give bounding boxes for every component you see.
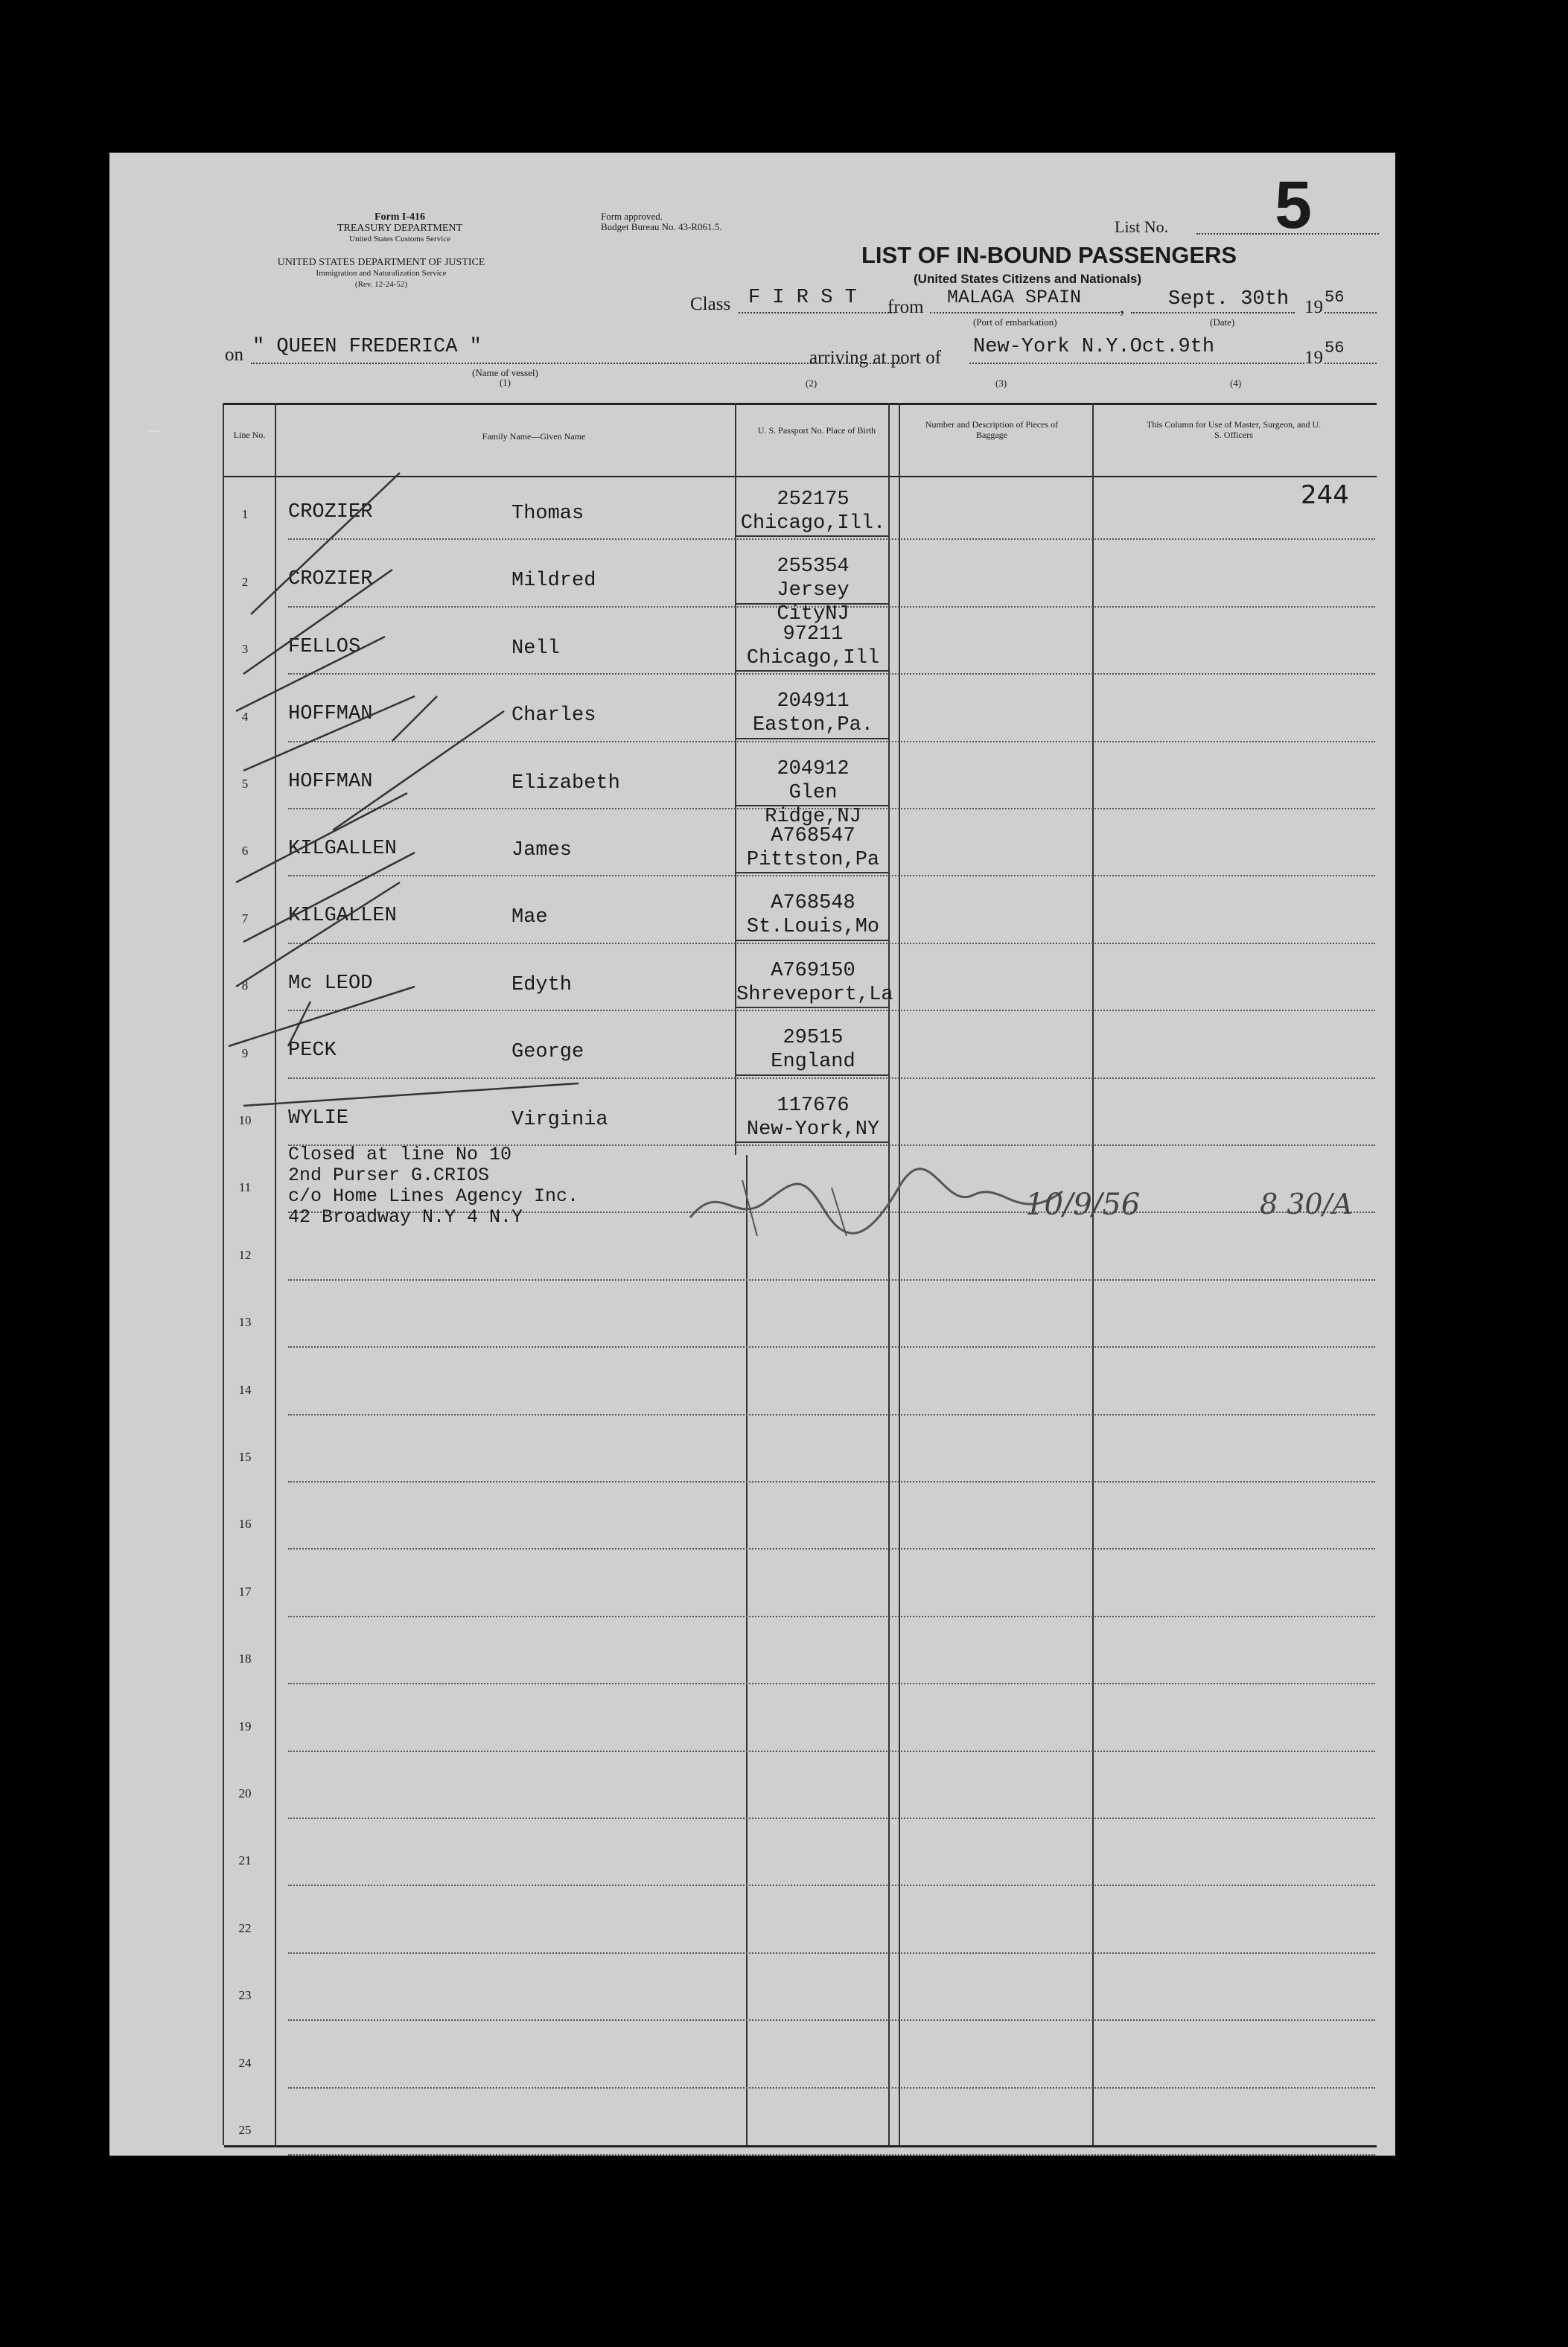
- passport-number: 204911: [777, 690, 850, 713]
- line-number: 25: [238, 2123, 252, 2137]
- passport-cell: [736, 891, 890, 939]
- closing-line-4: 42 Broadway N.Y 4 N.Y: [288, 1206, 523, 1228]
- line-number: 22: [238, 1920, 252, 1935]
- row-divider: [288, 1548, 1375, 1550]
- given-name: Virginia: [511, 1108, 608, 1131]
- family-name: Mc LEOD: [288, 972, 373, 995]
- passport-number: A768548: [771, 892, 855, 915]
- line-number: 19: [238, 1719, 252, 1733]
- list-no-value: 5: [1275, 168, 1313, 243]
- check-marks: [221, 465, 593, 1322]
- officer-note: 244: [1301, 480, 1349, 510]
- line-number: 24: [238, 2055, 252, 2070]
- year2-dots: [1325, 363, 1377, 364]
- form-title: LIST OF IN-BOUND PASSENGERS: [861, 242, 1237, 268]
- arriving-value: New-York N.Y.Oct.9th: [973, 336, 1215, 358]
- col-caption-3: (3): [995, 378, 1007, 389]
- line-number: 12: [238, 1247, 252, 1262]
- table-bottom-border: [224, 2145, 1377, 2147]
- row-divider: [288, 2154, 1375, 2156]
- vessel-caption-block: [472, 368, 538, 387]
- col-caption-4: (4): [1230, 378, 1242, 389]
- family-name: FELLOS: [288, 635, 361, 658]
- closing-line-3: c/o Home Lines Agency Inc.: [288, 1185, 579, 1207]
- line-number: 18: [238, 1652, 252, 1666]
- family-name: CROZIER: [288, 568, 373, 591]
- family-name: WYLIE: [288, 1106, 349, 1130]
- given-name: James: [511, 839, 573, 862]
- passport-number: 29515: [783, 1027, 844, 1050]
- given-name: Elizabeth: [511, 771, 620, 794]
- col-header-name: Family Name—Given Name: [482, 431, 586, 442]
- signature-time: 8 30/A: [1260, 1188, 1353, 1220]
- class-label: Class: [690, 294, 731, 314]
- treasury-dept: TREASURY DEPARTMENT: [337, 223, 463, 234]
- given-name: Thomas: [511, 503, 584, 525]
- line-number: 16: [238, 1517, 252, 1532]
- line-number: 15: [238, 1450, 252, 1464]
- line-number: 14: [238, 1382, 252, 1397]
- family-name: HOFFMAN: [288, 770, 373, 793]
- customs-service: United States Customs Service: [349, 235, 450, 243]
- closing-line-2: 2nd Purser G.CRIOS: [288, 1165, 490, 1186]
- passport-underline: [736, 805, 888, 806]
- passport-cell: [736, 959, 893, 1007]
- margin-mark: –: [149, 417, 160, 442]
- passport-underline: [736, 1141, 888, 1143]
- passport-underline: [736, 940, 888, 941]
- embark-caption: (Port of embarkation): [973, 316, 1057, 328]
- passport-cell: [736, 622, 890, 670]
- budget-bureau: Budget Bureau No. 43-R061.5.: [601, 221, 722, 232]
- table-top-border: [224, 403, 1377, 405]
- line-number: 6: [241, 844, 249, 859]
- approval-block: [601, 211, 721, 232]
- row-divider: [288, 2087, 1375, 2089]
- place-of-birth: Chicago,Ill: [746, 646, 880, 669]
- baggage-col-divider: [1092, 403, 1094, 2145]
- line-number: 7: [241, 911, 249, 926]
- justice-dept: UNITED STATES DEPARTMENT OF JUSTICE: [277, 257, 485, 268]
- col-header-officers: This Column for Use of Master, Surgeon, and U. S. Officers: [1146, 419, 1322, 440]
- date-caption: (Date): [1210, 316, 1235, 328]
- form-approved: Form approved.: [601, 211, 663, 222]
- passport-underline: [736, 1007, 888, 1008]
- row-divider: [288, 2019, 1375, 2021]
- year2-prefix: 19: [1304, 348, 1323, 368]
- row-divider: [288, 1481, 1375, 1483]
- ins-service: Immigration and Naturalization Service: [316, 269, 447, 278]
- passport-cell: [736, 1094, 890, 1141]
- line-number: 11: [238, 1180, 252, 1195]
- line-number: 3: [241, 642, 249, 657]
- line-number: 23: [238, 1988, 252, 2003]
- passport-number: 117676: [777, 1094, 850, 1117]
- given-name: Edyth: [511, 973, 573, 996]
- passport-underline: [736, 738, 888, 739]
- row-divider: [288, 1616, 1375, 1617]
- passport-col-divider-2: [899, 403, 900, 2145]
- year2-suffix: 56: [1325, 339, 1345, 357]
- date-value: Sept. 30th: [1168, 288, 1290, 311]
- passport-underline: [736, 603, 888, 605]
- place-of-birth: New-York,NY: [746, 1118, 880, 1141]
- line-number: 4: [241, 709, 249, 724]
- signature-date: 10/9/56: [1025, 1188, 1141, 1222]
- passport-cell: [736, 757, 890, 829]
- arriving-label: arriving at port of: [809, 348, 942, 368]
- form-page: [109, 153, 1395, 2156]
- line-number: 13: [238, 1315, 252, 1330]
- line-number: 1: [241, 507, 249, 522]
- row-divider: [288, 1683, 1375, 1684]
- place-of-birth: St.Louis,Mo: [746, 916, 880, 939]
- justice-block: [221, 257, 541, 290]
- form-subtitle: (United States Citizens and Nationals): [914, 272, 1142, 286]
- year1-suffix: 56: [1325, 288, 1345, 307]
- line-number: 9: [241, 1045, 249, 1060]
- passport-number: A769150: [771, 959, 855, 982]
- passport-underline: [736, 670, 888, 672]
- passport-cell: [736, 1026, 890, 1074]
- given-name: Mae: [511, 906, 548, 929]
- list-no-label: List No.: [1115, 217, 1169, 236]
- name-col-divider-lower: [746, 1155, 748, 2145]
- vessel-name: " QUEEN FREDERICA ": [252, 336, 482, 358]
- family-name: CROZIER: [288, 501, 373, 523]
- passport-cell: [736, 488, 890, 535]
- place-of-birth: Glen Ridge,NJ: [765, 781, 861, 828]
- given-name: Mildred: [511, 570, 596, 593]
- passport-cell: [736, 555, 890, 626]
- arriving-dots: [969, 363, 1304, 364]
- given-name: Charles: [511, 704, 596, 727]
- line-number: 8: [241, 978, 249, 993]
- passport-number: 252175: [777, 488, 850, 511]
- class-dots: [739, 312, 895, 313]
- place-of-birth: Chicago,Ill.: [740, 512, 886, 535]
- line-number: 21: [238, 1853, 252, 1868]
- row-divider: [288, 1414, 1375, 1415]
- row-divider: [288, 1952, 1375, 1954]
- on-label: on: [225, 345, 243, 365]
- year1-dots: [1325, 312, 1377, 313]
- line-number: 17: [238, 1584, 252, 1599]
- passport-underline: [736, 872, 888, 873]
- place-of-birth: Easton,Pa.: [752, 714, 874, 737]
- passport-cell: [736, 824, 890, 872]
- col-caption-1: (1): [499, 377, 511, 388]
- family-name: PECK: [288, 1039, 337, 1063]
- class-value: F I R S T: [748, 287, 857, 309]
- family-name: KILGALLEN: [288, 905, 397, 928]
- comma-1: ,: [1120, 297, 1125, 317]
- form-number: Form I-416: [374, 211, 426, 223]
- form-header-block: [303, 211, 497, 245]
- line-number: 5: [241, 777, 249, 791]
- place-of-birth: Shreveport,La: [736, 983, 893, 1006]
- passport-cell: [736, 690, 890, 737]
- year1-prefix: 19: [1304, 297, 1323, 317]
- closing-line-1: Closed at line No 10: [288, 1144, 512, 1165]
- row-divider: [288, 1346, 1375, 1348]
- family-name: HOFFMAN: [288, 703, 373, 726]
- family-name: KILGALLEN: [288, 838, 397, 860]
- place-of-birth: Jersey CityNJ: [777, 579, 850, 626]
- place-of-birth: Pittston,Pa: [746, 849, 880, 871]
- revision: (Rev. 12-24-52): [354, 280, 408, 289]
- from-dots: [930, 312, 1120, 313]
- passport-number: 204912: [777, 757, 850, 780]
- passport-number: 255354: [777, 555, 850, 579]
- passport-underline: [736, 535, 888, 537]
- col-caption-2: (2): [806, 378, 818, 389]
- passport-number: A768547: [771, 825, 855, 847]
- passport-number: 97211: [783, 622, 844, 646]
- col-header-passport: U. S. Passport No. Place of Birth: [757, 425, 876, 436]
- row-divider: [288, 1885, 1375, 1886]
- given-name: Nell: [511, 637, 560, 660]
- row-divider: [288, 1818, 1375, 1819]
- col-header-line: Line No.: [233, 430, 266, 440]
- passport-underline: [736, 1074, 888, 1076]
- col-header-baggage: Number and Description of Pieces of Baggage: [925, 419, 1059, 440]
- line-number: 10: [238, 1113, 252, 1127]
- line-number: 2: [241, 574, 249, 589]
- vessel-dots: [251, 363, 906, 364]
- date-dots: [1131, 312, 1295, 313]
- row-divider: [288, 1751, 1375, 1752]
- place-of-birth: England: [771, 1051, 855, 1074]
- from-value: MALAGA SPAIN: [947, 287, 1082, 308]
- vessel-caption: (Name of vessel): [472, 367, 538, 378]
- line-number: 20: [238, 1786, 252, 1800]
- given-name: George: [511, 1041, 584, 1064]
- from-label: from: [887, 297, 924, 317]
